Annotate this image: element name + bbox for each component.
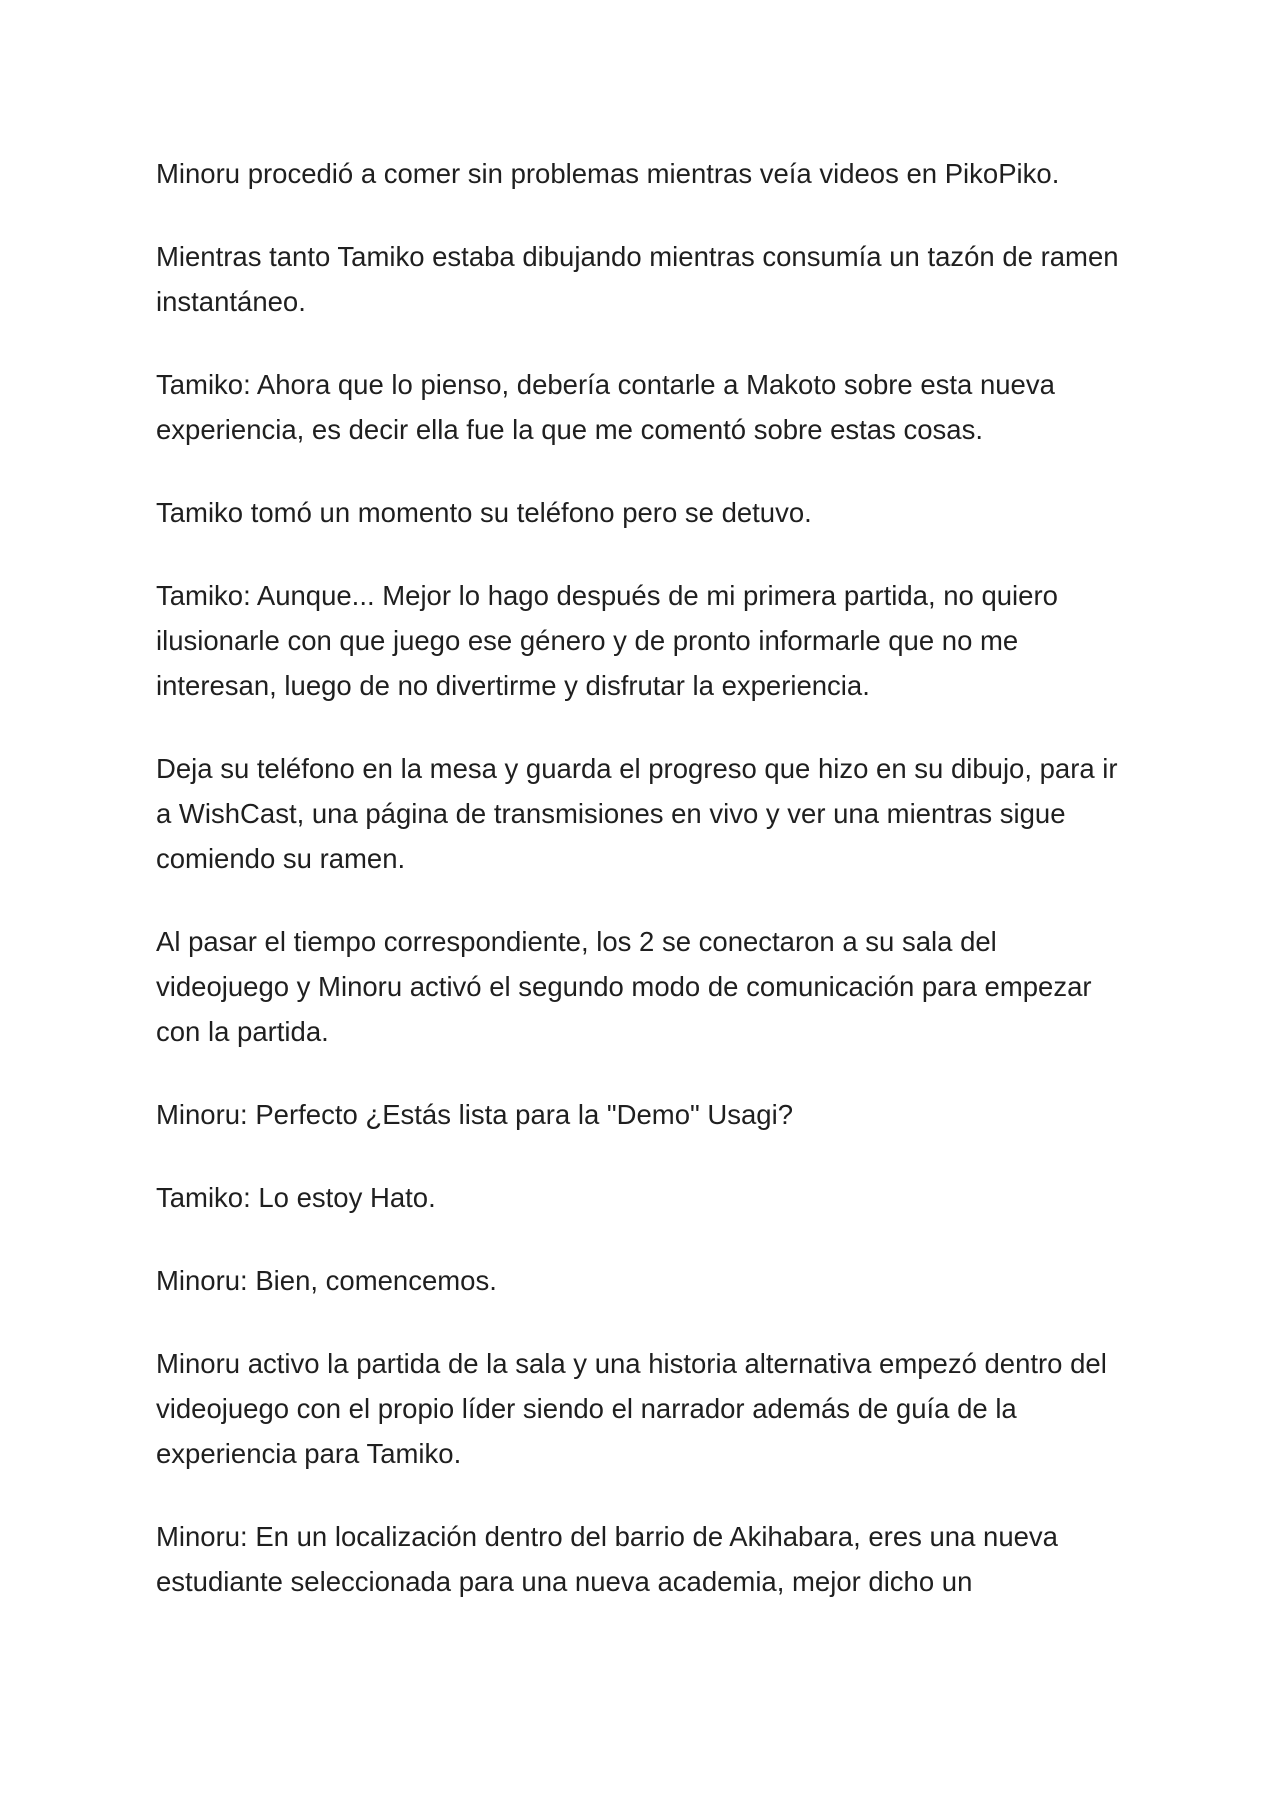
- paragraph-10: Minoru: Bien, comencemos.: [156, 1265, 497, 1296]
- paragraph-7: Al pasar el tiempo correspondiente, los 2 se conectaron a su sala del videojuego y Minoru activó el segundo modo de comunicación para empezar con la partida.: [156, 926, 1092, 1047]
- paragraph-6: Deja su teléfono en la mesa y guarda el progreso que hizo en su dibujo, para ir a WishCast, una página de transmisiones en vivo y ver una mientras sigue comiendo su ramen.: [156, 753, 1118, 874]
- paragraph-5: Tamiko: Aunque... Mejor lo hago después de mi primera partida, no quiero ilusionarle con que juego ese género y de pronto informarle que no me interesan, luego de no divertirme y disfrutar la experiencia.: [156, 580, 1058, 701]
- paragraph-2: Mientras tanto Tamiko estaba dibujando mientras consumía un tazón de ramen instantáneo.: [156, 241, 1119, 317]
- document-body: [156, 151, 1136, 1642]
- paragraph-1: Minoru procedió a comer sin problemas mientras veía videos en PikoPiko.: [156, 158, 1060, 189]
- paragraph-3: Tamiko: Ahora que lo pienso, debería contarle a Makoto sobre esta nueva experiencia, es decir ella fue la que me comentó sobre estas cosas.: [156, 369, 1055, 445]
- paragraph-11: Minoru activo la partida de la sala y una historia alternativa empezó dentro del videojuego con el propio líder siendo el narrador además de guía de la experiencia para Tamiko.: [156, 1348, 1107, 1469]
- paragraph-12: Minoru: En un localización dentro del barrio de Akihabara, eres una nueva estudiante seleccionada para una nueva academia, mejor dicho un: [156, 1521, 1058, 1597]
- paragraph-9: Tamiko: Lo estoy Hato.: [156, 1182, 436, 1213]
- paragraph-8: Minoru: Perfecto ¿Estás lista para la "Demo" Usagi?: [156, 1099, 793, 1130]
- paragraph-4: Tamiko tomó un momento su teléfono pero se detuvo.: [156, 497, 812, 528]
